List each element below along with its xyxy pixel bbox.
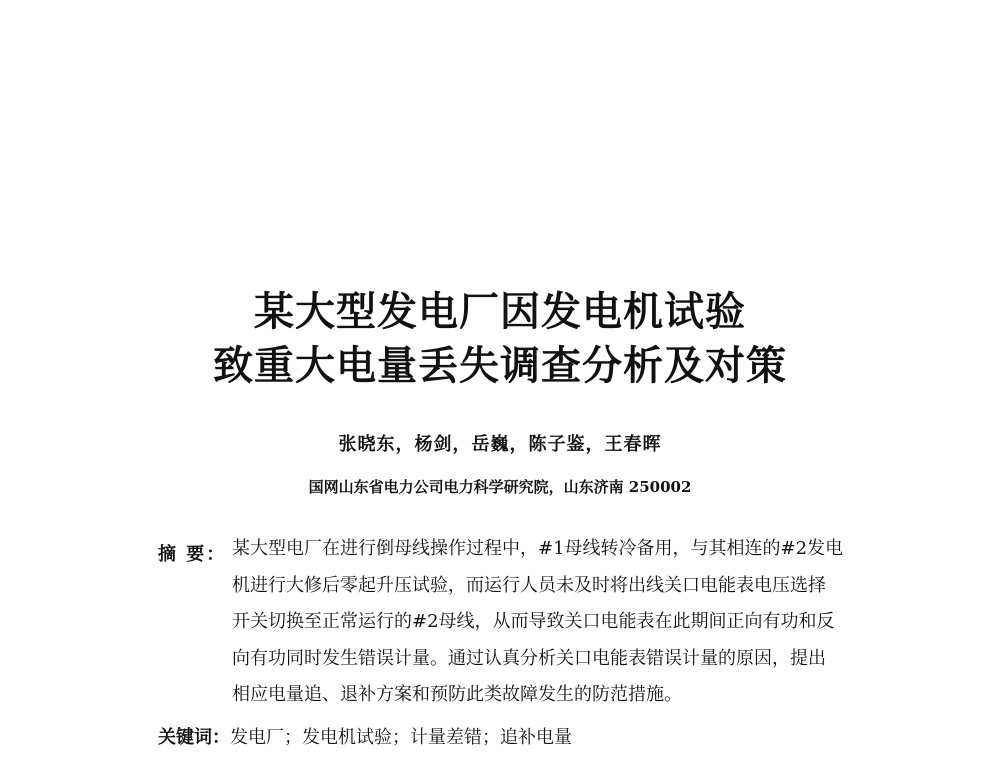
abstract-line: 向有功同时发生错误计量。通过认真分析关口电能表错误计量的原因，提出 [232, 647, 826, 669]
abstract-line: 相应电量追、退补方案和预防此类故障发生的防范措施。 [232, 684, 682, 705]
abstract-line: 开关切换至正常运行的#2母线，从而导致关口电能表在此期间正向有功和反 [232, 611, 835, 632]
abstract-line: 某大型电厂在进行倒母线操作过程中，#1母线转冷备用，与其相连的#2发电 [232, 538, 844, 559]
abstract-body [232, 531, 870, 714]
abstract-line: 机进行大修后零起升压试验，而运行人员未及时将出线关口电能表电压选择 [232, 574, 826, 596]
keywords-label: 关键词： [158, 727, 230, 748]
affiliation: 国网山东省电力公司电力科学研究院，山东济南 250002 [308, 478, 692, 496]
paper-title-line-2: 致重大电量丢失调查分析及对策 [213, 343, 787, 389]
author-list: 张晓东，杨剑，岳巍，陈子鉴，王春晖 [338, 434, 662, 455]
keywords-text: 发电厂；发电机试验；计量差错；追补电量 [230, 727, 572, 748]
abstract-label: 摘 要： [158, 544, 227, 565]
paper-title-line-1: 某大型发电厂因发电机试验 [254, 289, 746, 335]
keywords-section [158, 723, 870, 749]
